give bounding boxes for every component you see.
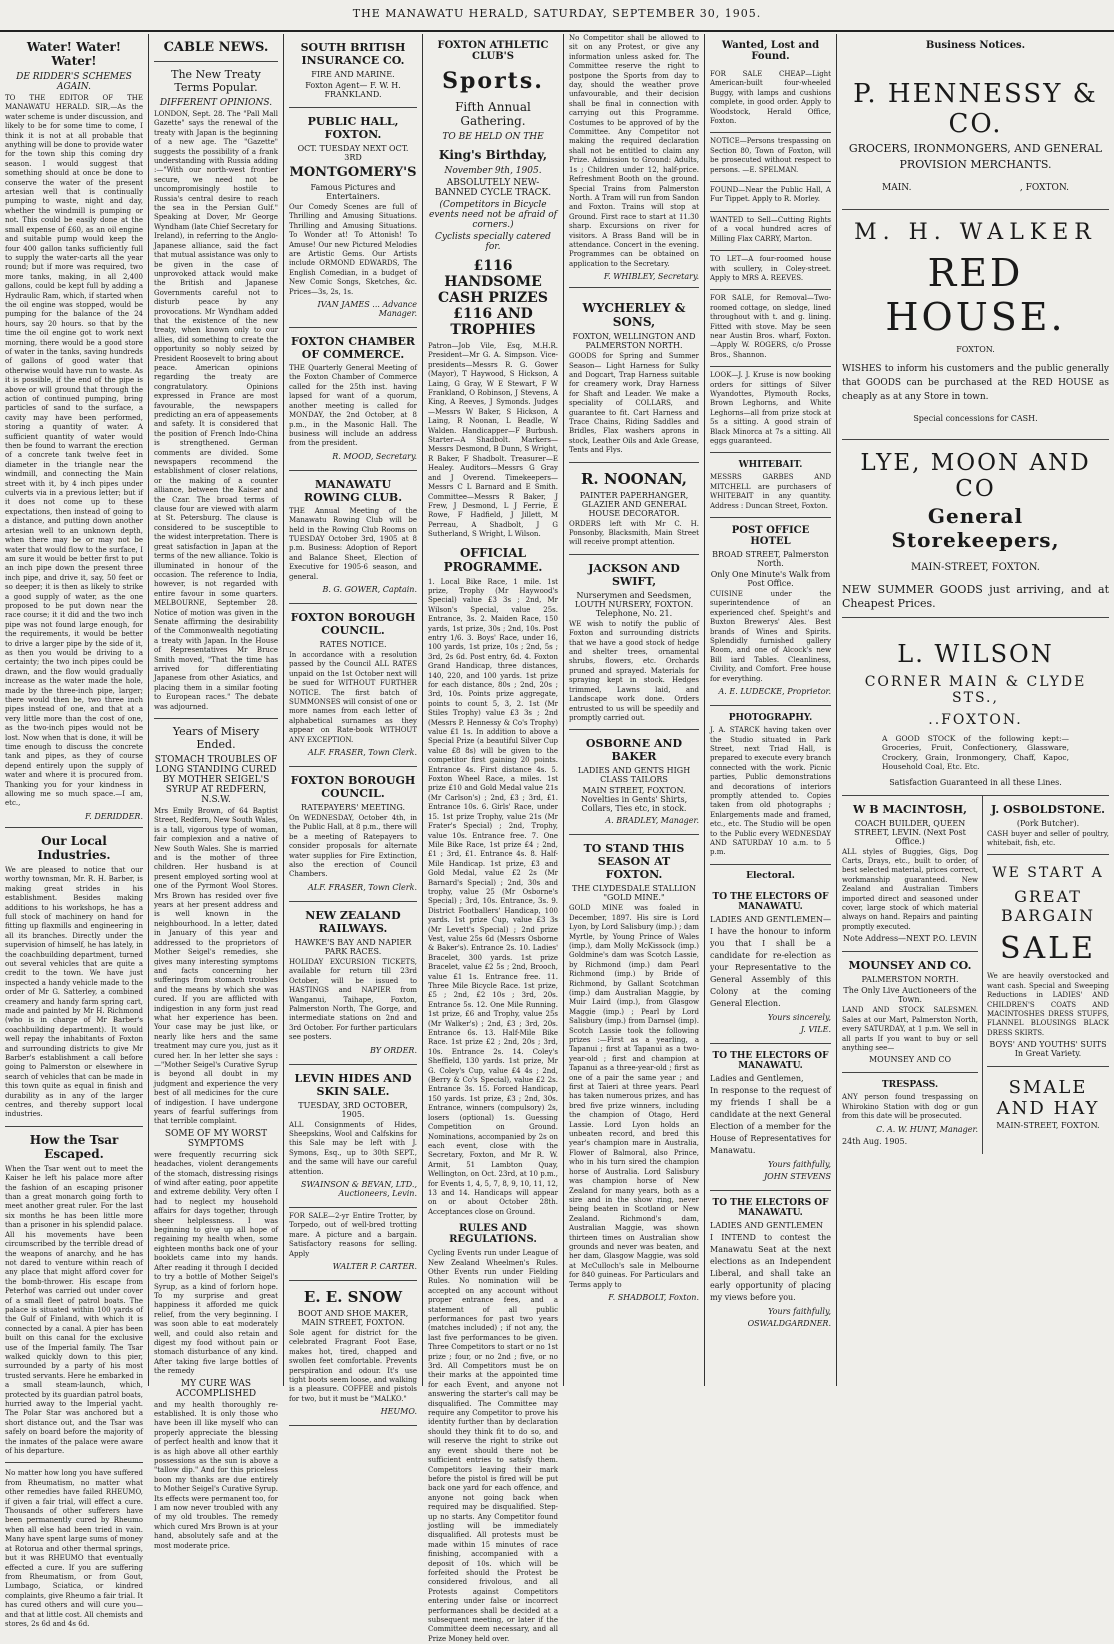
article-body: and my health thoroughly re-established. It is only those who have been ill like myself who can properly appreciate the blessing of perfect health and know that it is as high above all other earthly possessions as the sun is above a "tallow dip." And for this priceless boon my thanks are due entirely to Mother Seigel's Curative Syrup. Its effects were permanent too, for I am now never troubled with any of my old troubles. The remedy which cured Mrs Brown is at your hand, absolutely safe and at the most moderate price. bbox=[154, 1400, 278, 1550]
advertisement: FOXTON BOROUGH COUNCIL. RATES NOTICE. In accordance with a resolution passed by the Council ALL RATES unpaid on the 1st October next will be sued for WITHOUT FURTHER NOTICE. The first batch of SUMMONSES will consist of one or more names from each letter of alphabetical surnames as they appear on Rate-book WITHOUT ANY EXCEPTION. ALF. FRASER, Town Clerk. bbox=[289, 604, 417, 767]
section-title: Wanted, Lost and Found. bbox=[721, 40, 820, 62]
rules-continued: No Competitor shall be allowed to sit on any Protest, or give any information unless asked for. The Committee reserve the right to postpone the Sports from day to day, should the weather prove unfavourable, and their decision shall be final in connection with carrying out this Programme. Costumes to be approved of by the Committee. Any Competitor not making the required declaration shall not be entitled to claim any Prize. Admission to Ground: Adults, 1s ; Children under 12, half-price. Refreshment Booth on the ground. Special Trains from Palmerston North. A Tram will run from Sandon and Foxton. Trains will stop at Ground. First race to start at 11.30 sharp. Excursions on river for visitors. A Brass Band will be in attendance. Concert in the evening. Programmes can be obtained on application to the Secretary. bbox=[569, 34, 699, 268]
advertisement: SMALE AND HAY MAIN-STREET, FOXTON. bbox=[996, 1077, 1100, 1131]
advertisement: PUBLIC HALL, FOXTON. OCT. TUESDAY NEXT OCT. 3RD MONTGOMERY'S Famous Pictures and Entertainers. Our Comedy Scenes are full of Thrilling and Amusing Situations. Thrilling and Amusing Situations. To Wonder at! To Attonish! To Amuse! Our new Pictured Melodies are Artistic Gems. Our Artists include ORMOND EDWARDS, The English Comedian, in a budget of New Comic Songs, Sketches, &c. Prices—3s, 2s, 1s. IVAN JAMES ... Advance Manager. bbox=[289, 108, 417, 328]
article-signature: F. DERIDDER. bbox=[84, 811, 143, 821]
advertisement: TRESPASS. ANY person found trespassing on Whirokino Station with dog or gun from this date will be prosecuted. C. A. W. HUNT, Manager. 24th Aug. 1905. bbox=[842, 1080, 978, 1146]
classified-ad: FOUND—Near the Public Hall, A Fur Tippet. Apply to R. Morley. bbox=[710, 182, 831, 212]
advertisement: SOUTH BRITISH INSURANCE CO. FIRE AND MARINE. Foxton Agent— F. W. H. FRANKLAND. bbox=[289, 34, 417, 108]
column-5: No Competitor shall be allowed to sit on any Protest, or give any information unless asked for. The Committee reserve the right to postpone the Sports from day to day, should the weather prove unfavourable, and their decision shall be final in connection with carrying out this Programme. Costumes to be approved of by the Committee. Any Competitor not making the required declaration shall not be entitled to claim any Prize. Admission to Ground: Adults, 1s ; Children under 12, half-price. Refreshment Booth on the ground. Special Trains from Palmerston North. A Tram will run from Sandon and Foxton. Trains will stop at Ground. First race to start at 11.30 sharp. Excursions on river for visitors. A Brass Band will be in attendance. Concert in the evening. Programmes can be obtained on application to the Secretary. F. WHIBLEY, Secretary. WYCHERLEY & SONS, FOXTON, WELLINGTON AND PALMERSTON NORTH. GOODS for Spring and Summer Season— Light Harness for Sulky and Dogcart, Trap Harness suitable for creamery work, Dray Harness for Shaft and Leader. We make a speciality of COLLARS, and guarantee to fit. Cart Harness and Trace Chains, Riding Saddles and Bridles, Flax washers aprons in stock, Leather Oils and Axle Grease, Tents and Flys. R. NOONAN, PAINTER PAPERHANGER, GLAZIER AND GENERAL HOUSE DECORATOR. ORDERS left with Mr C. H. Ponsonby, Blacksmith, Main Street will receive prompt attention. JACKSON AND SWIFT, Nurserymen and Seedsmen, LOUTH NURSERY, FOXTON. Telephone, No. 21. WE wish to notify the public of Foxton and surrounding districts that we have a good stock of hedge and shelter trees, ornamental shrubs, flowers, etc. Orchards pruned and sprayed. Materials for spraying kept in stock. Hedges trimmed, Lawns laid, and Landscape work done. Orders entrusted to us will be speedily and promptly carried out. OSBORNE AND BAKER LADIES AND GENTS HIGH CLASS TAILORS MAIN STREET, FOXTON. Novelties in Gents' Shirts, Collars, Ties etc, in stock. A. BRADLEY, Manager. TO STAND THIS SEASON AT FOXTON. THE CLYDESDALE STALLION "GOLD MINE." GOLD MINE was foaled in December, 1897. His sire is Lord Lyon, by Lord Salisbury (imp.) ; dam Myrtle, by Young Prince of Wales (imp.), dam Molly McKissock (imp.) Goldmine's dam was Scotch Lassie, by Richmond (imp.) dam Pearl Richmond (imp.) by Bride of Richmond, by Gallant Scotchman (imp.) dam Australian Maggie, by Muir Laird (imp.), from Glasgow Maggie (imp.) ; Pearl by Lord Salisbury (imp.) from Darnsel (imp). Scotch Lassie took the following prizes :—First as a yearling, a Tapanui ; first at Tapanui as a two-year-old ; first and champion at Tapanui as a three-year-old ; first as one of a pair the same year ; and first at Taieri at three years. Pearl has taken numerous prizes, and has bred five prize winners, including the champion of Otago, Herd Lassie. Lord Lyon holds an unbeaten record, and bred this year's champion mare in Australia, Flower of Balmoral, also Prince, who in his turn sired the champion horse of Australia. Lord Salisbury was champion horse of New Zealand for many years, both as a sire and in the show ring, never being beaten in Scotland or New Zealand. Richmond's dam, Australian Maggie, was shown thirteen times on Australian show grounds and never was beaten, and her dam, Glasgow Maggie, was sold at McCulloch's sale in Melbourne for 840 guineas. For Particulars and Terms apply to F. SHADBOLT, Foxton. bbox=[564, 34, 704, 1386]
rules-list: Cycling Events run under League of New Zealand Wheelmen's Rules. Other Events run under Fielding Rules. No nomination will be accepted on any account without proper entrance fees, and a statement of all public performances for past two years (matches included) ; if not any, the last five performances to be given. Three Competitors to start or no 1st prize ; four, or no 2nd ; five, or no 3rd. All Competitors must be on their marks at the appointed time for each Event, and anyone not answering the starter's call may be disqualified. The Committee may require any Competitor to prove his identity further than by declaration should they think fit to do so, and will reserve the right to strike out any event should there not be sufficient entries to satisfy them. Competitors leaving their mark before the pistol is fired will be put back one yard for each offence, and anyone not going back when required may be disqualified. Step-up no starts. Any Competitor found jostling will be immediately disqualified. All protests must be made within 15 minutes of race finishing, accompanied with a deposit of 10s. which will be forfeited should the Protest be considered frivolous, and all Protests against Competitors entering under false or incorrect performances shall be decided at a subsequent meeting, or later if the Committee deem necessary, and all Prize Money held over. bbox=[428, 1249, 558, 1643]
advertisement: LEVIN HIDES AND SKIN SALE. TUESDAY, 3RD OCTOBER, 1905. ALL Consignments of Hides, Sheepskins, Wool and Calfskins for this Sale may be left with J. Symons, Esq., up to 30th SEPT., and the same will have our careful attention. SWAINSON & BEVAN, LTD., Auctioneers, Levin. bbox=[289, 1065, 417, 1208]
classified-ad: NOTICE—Persons trespassing on Section 80, Town of Foxton, will be prosecuted without respect to persons. —E. SPELMAN. bbox=[710, 133, 831, 182]
classified-ad: TO LET—A four-roomed house with scullery, in Coley-street. Apply to MRS A. REEVES. bbox=[710, 251, 831, 290]
section-title: CABLE NEWS. bbox=[163, 40, 269, 55]
sports-subtitle: Fifth Annual Gathering. bbox=[455, 100, 531, 128]
classified-ad: FOR SALE CHEAP—Light American-built four-wheeled Buggy, with lamps and cushions complete, in good order. Apply to Woodstock, Herald Office, Foxton. bbox=[710, 66, 831, 133]
advertisement: FOR SALE—2-yr Entire Trotter, by Torpedo, out of well-bred trotting mare. A picture and a bargain. Satisfactory reasons for selling. Apply WALTER P. CARTER. bbox=[289, 1208, 417, 1281]
classified-ad: LOOK—J. J. Kruse is now booking orders for sittings of Silver Wyandottes, Plymouth Rocks, Brown Leghorns, and White Leghorns—all from prize stock at 5s a sitting. A good strain of Black Minorca at 7s a sitting. All eggs guaranteed. bbox=[710, 367, 831, 453]
advertisement: FOXTON BOROUGH COUNCIL. RATEPAYERS' MEETING. On WEDNESDAY, October 4th, in the Public Hall, at 8 p.m., there will be a meeting of Ratepayers to consider proposals for alternate water supplies for Fire Extinction, also the erection of Council Chambers. ALF. FRASER, Town Clerk. bbox=[289, 767, 417, 902]
advertisement: JACKSON AND SWIFT, Nurserymen and Seedsmen, LOUTH NURSERY, FOXTON. Telephone, No. 21. WE wish to notify the public of Foxton and surrounding districts that we have a good stock of hedge and shelter trees, ornamental shrubs, flowers, etc. Orchards pruned and sprayed. Materials for spraying kept in stock. Hedges trimmed, Lawns laid, and Landscape work done. Orders entrusted to us will be speedily and promptly carried out. bbox=[569, 555, 699, 730]
election-notice: TO THE ELECTORS OF MANAWATU. LADIES AND GENTLEMEN I INTEND to contest the Manawatu Seat at the next elections as an Independent Liberal, and shall take an early opportunity of placing my views before you. Yours faithfully, OSWALDGARDNER. bbox=[710, 1197, 831, 1328]
advertisement: L. WILSON CORNER MAIN & CLYDE STS., ..FOXTON. A GOOD STOCK of the following kept:— Groceries, Fruit, Confectionery, Glassware, Crockery, Grain, Ironmongery, Chaff, Kapoc, Household Coal, Etc. Etc. Satisfaction Guaranteed in all these Lines. bbox=[842, 618, 1109, 796]
masthead: THE MANAWATU HERALD, SATURDAY, SEPTEMBER 30, 1905. bbox=[0, 0, 1114, 32]
election-notice: TO THE ELECTORS OF MANAWATU. LADIES AND GENTLEMEN— I have the honour to inform you that I shall be a candidate for re-election as your Representative to the General Assembly of this Colony at the coming General Election. Yours sincerely, J. VILE. bbox=[710, 885, 831, 1044]
advertisement: PHOTOGRAPHY. J. A. STARCK having taken over the Studio situated in Park Street, next Triad Hall, is prepared to execute every branch connected with the work. Picnic parties, Public demonstrations and decorations of interiors promptly attended to. Copies taken from old photographs ; Enlargements made and framed, etc., etc. The Studio will be open to the Public every WEDNESDAY AND SATURDAY 10 a.m. to 5 p.m. bbox=[710, 706, 831, 865]
advertisement: LYE, MOON AND CO General Storekeepers, MAIN-STREET, FOXTON. NEW SUMMER GOODS just arriving, and at Cheapest Prices. bbox=[842, 440, 1109, 618]
article-title: How the Tsar Escaped. bbox=[29, 1132, 119, 1161]
sports-club: FOXTON ATHLETIC CLUB'S bbox=[437, 40, 549, 62]
article-subhead: MY CURE WAS ACCOMPLISHED bbox=[175, 1378, 257, 1399]
advertisement: J. OSBOLDSTONE. (Pork Butcher). CASH buyer and seller of poultry, whitebait, fish, etc. bbox=[987, 796, 1109, 856]
officials-list: Patron—Job Vile, Esq, M.H.R. President—Mr G. A. Simpson. Vice-presidents—Messrs R. G. Gower (Mayor), T Haywood, S Hickson, A Laing, G Gray, W E Stewart, F W Frankland, O Robinson, J Stevens, A King, A Reeves, J Symonds. Judges—Messrs W Baker, S Hickson, A Laing, R Noonan, L Beadle, W Walden. Handicapper—F Burbush. Starter—A Shadbolt. Markers—Messrs Desmond, B Dunn, S Wright, R Baker, F Shadbolt. Treasurer—E Healey. Auditors—Messrs G Gray and J Overend. Timekeepers—Messrs C L Barnard and E Smith. Committee—Messrs R Baker, J Frew, J Desmond, L J Ferrie, E Rowe, F Hadfield, J Jillett, M Perreau, A Shadbolt, J G Sutherland, S Wright, L Wilson. bbox=[428, 342, 558, 539]
article-title: Our Local Industries. bbox=[37, 833, 111, 862]
advertisement: NEW ZEALAND RAILWAYS. HAWKE'S BAY AND NAPIER PARK RACES. HOLIDAY EXCURSION TICKETS, available for return till 23rd October, will be issued to HASTINGS and NAPIER from Wanganui, Taihape, Foxton, Palmerston North, The Gorge, and intermediate stations on 2nd and 3rd October. For further particulars see posters. BY ORDER. bbox=[289, 902, 417, 1065]
column-6 bbox=[705, 34, 836, 1386]
advertisement: MANAWATU ROWING CLUB. THE Annual Meeting of the Manawatu Rowing Club will be held in the Rowing Club Rooms on TUESDAY October 3rd, 1905 at 8 p.m. Business: Adoption of Report and Balance Sheet, Election of Executive for 1905-6 season, and general. B. G. GOWER, Captain. bbox=[289, 471, 417, 604]
column-1 bbox=[0, 34, 148, 1628]
advertisement: WE START A GREAT BARGAIN SALE We are heavily overstocked and want cash. Special and Sweeping Reductions in LADIES' AND CHILDREN'S COATS AND MACINTOSHES DRESS STUFFS, FLANNEL BLOUSINGS BLACK DRESS SKIRTS. BOYS' AND YOUTHS' SUITS In Great Variety. bbox=[987, 855, 1109, 1067]
column-7 bbox=[837, 34, 1114, 1386]
article-body: When the Tsar went out to meet the Kaiser he left his palace more after the fashion of an escaping prisoner than a great monarch going forth to meet another great ruler. For the last six months he has been little more than a prisoner in his splendid palace. All his movements have been circumscribed by the terrible dread of the weapons of anarchy, and he has not dared to venture within reach of any place that might afford cover for the bomb-thrower. His escape from Peterhof was carried out under cover of a small fleet of patrol boats. The palace is situated within 100 yards of the Gulf of Finland, with which it is connected by a canal. A pier has been built on this canal for the exclusive use of the Imperial family. The Tsar walked quickly down to this pier, surrounded by a party of his most trusted servants. Here he embarked in a small steam-launch, which, protected by its guardian patrol boats, hurried away to the Imperial yacht. The Polar Star was anchored but a short distance out, and the Tsar was safely on board before the majority of the inmates of the palace were aware of his departure. bbox=[5, 1164, 143, 1456]
article-body: TO THE EDITOR OF THE MANAWATU HERALD. SIR,—As the water scheme is under discussion, and likely to be for some time to come, I think it is not at all probable that anything will be done to provide water for the town ship this coming dry season. I would suggest that something should at once be done to conserve the water of the present artesian well that is continually pumping to waste, night and day, whether the windmill is pumping or not. This could be easily done at the small expense of £60, as an oil engine and suitable pump would keep the four 400 gallon tanks sufficiently full to supply the water-carts all the year round; but if more was required, two more tanks, making, in all 2,400 gallons, could be kept full by adding a Hydraulic Ram, which, if started when the oil engine was stopped, would be pumping for the balance of the 24 hours, say 20 hours. so that by the time the oil engine got to work next morning, there would be a good store of water in the tanks, saving hundreds of gallons of good water that otherwise would have run to waste. As it is possible, if the end of the pipe is above or will ground that through the action of continued pumping, bring particles of sand to the surface, a cavity may have been performed, storing a quantity of water. A sufficient quantity of water would then be found to warrant the erection of a concrete tank twelve feet in diameter in the triangle near the windmill, and connecting the Main street with it, by 4 inch pipes under culverts via in a previous letter; but if it does not come up to these expectations, then instead of going to a distance, and putting down another artesian well to an unknown depth, when there may be or may not be water that would flow to the surface, I am sure it would be better first to put an inch pipe down the present three inch pipe, and drive it, say, 50 feet or so deeper; it is then as likely to strike a good supply of water, as the one proposed to be put down near the race course; it it did and the two inch pipe was not found large enough, for the requirements, it would be better to drive a larger pipe by the side of it, as then you would be driving to a certainty; the two inch pipes could be drawn, and the flow would gradually increase as the water made the hole, made by the three-inch pipe, larger; there would then be, two three inch pipes instead of one, and that at a very little more than the cost of one, as the two-inch pipes would not be lost. Now when that is done, it will be time enough to discuss the concrete tank and pipes, as they of course depend entirely upon the supply of water and where it is procured from. Thanking you for your kindness in allowing me so much space.—I am, etc., bbox=[5, 94, 143, 808]
classified-ad: WANTED to Sell—Cutting Rights of a vocal hundred acres of Milling Flax CARRY, Marton. bbox=[710, 212, 831, 251]
article-subtitle: STOMACH TROUBLES OF LONG STANDING CURED BY MOTHER SEIGEL'S SYRUP AT REDFERN, N.S.W. bbox=[154, 755, 278, 805]
advertisement: E. E. SNOW BOOT AND SHOE MAKER, MAIN STREET, FOXTON. Sole agent for district for the celebrated Fragrant Foot Ease, makes hot, tired, chapped and swollen feet comfortable. Prevents perspiration and odour. It's use tight boots seem loose, and walking is a pleasure. COFFEE and pistols for two, but it must be "MALKO." HEUMO. bbox=[289, 1281, 417, 1426]
article-body: Mrs Emily Brown, of 64 Baptist Street, Redfern, New South Wales, is a tall, vigorous type of woman, fair complexion and a native of New South Wales. She is married and is the mother of three children. Her husband is at present employed sorting wool at one of the Pyrmont Wool Stores. Mrs Brown has resided over five years at her present address and is well known in the neighbourhood. In a letter, dated in January of this year and addressed to the proprietors of Mother Seigel's remedies, she gives many interesting symptoms and facts concerning her sufferings from stomach troubles and the means by which she was cured. If you are afflicted with indigestion in any form just read what her experience has been. Your case may be just like, or nearly like hers and the same treatment may cure you, just as it cured her. In her letter she says :—"Mother Seigel's Curative Syrup is beyond all doubt in my judgment and experience the very best of all medicines for the cure of indigestion. I have undergone years of fearful sufferings from that terrible complaint. bbox=[154, 807, 278, 1126]
advertisement: M. H. WALKER RED HOUSE. FOXTON. WISHES to inform his customers and the public generally that GOODS can be purchased at the RED HOUSE as cheaply as at any Store in town. Special concessions for CASH. bbox=[842, 210, 1109, 440]
advertisement: WHITEBAIT. MESSRS GARBES AND MITCHELL are purchasers of WHITEBAIT in any quantity. Address : Duncan Street, Foxton. bbox=[710, 453, 831, 518]
column-2 bbox=[149, 34, 283, 1550]
advertisement: WYCHERLEY & SONS, FOXTON, WELLINGTON AND PALMERSTON NORTH. GOODS for Spring and Summer Season— Light Harness for Sulky and Dogcart, Trap Harness suitable for creamery work, Dray Harness for Shaft and Leader. We make a speciality of COLLARS, and guarantee to fit. Cart Harness and Trace Chains, Riding Saddles and Bridles, Flax washers aprons in stock, Leather Oils and Axle Grease, Tents and Flys. bbox=[569, 294, 699, 462]
article-body: We are pleased to notice that our worthy townsman, Mr. R. H. Barber, is making great strides in his establishment. Besides making additions to his workshops, he has a full stock of machinery on hand for fitting up flaxmills and engineering in all its branches. Directly under the supervision of himself, he has lately, in the coachbuilding department, turned out several vehicles that are quite a credit to the town. We have just inspected a handy vehicle made to the order of Mr G. Satterley, a combined creamery and handy farm spring cart, made and painted by Mr H. Richmond (who is in charge of Mr Barber's coachbuilding department). It would well repay the inhabitants of Foxton and surrounding districts to give Mr Barber's establishment a call before going to Palmerston or elsewhere in search of vehicles that can be made in this town quite as equal in finish and durability as in any of the larger centres, and thereby support local industries. bbox=[5, 865, 143, 1119]
column-4: FOXTON ATHLETIC CLUB'S Sports. Fifth Annual Gathering. TO BE HELD ON THE King's Birthday, November 9th, 1905. ABSOLUTELY NEW-BANNED CYCLE TRACK. (Competitors in Bicycle events need not be afraid of corners.) Cyclists specially catered for. £116 HANDSOME CASH PRIZES £116 AND TROPHIES Patron—Job Vile, Esq, M.H.R. President—Mr G. A. Simpson. Vice-presidents—Messrs R. G. Gower (Mayor), T Haywood, S Hickson, A Laing, G Gray, W E Stewart, F W Frankland, O Robinson, J Stevens, A King, A Reeves, J Symonds. Judges—Messrs W Baker, S Hickson, A Laing, R Noonan, L Beadle, W Walden. Handicapper—F Burbush. Starter—A Shadbolt. Markers—Messrs Desmond, B Dunn, S Wright, R Baker, F Shadbolt. Treasurer—E Healey. Auditors—Messrs G Gray and J Overend. Timekeepers—Messrs C L Barnard and E Smith. Committee—Messrs R Baker, J Frew, J Desmond, L J Ferrie, E Rowe, F Hadfield, J Jillett, M Perreau, A Shadbolt, J G Sutherland, S Wright, L Wilson. OFFICIAL PROGRAMME. 1. Local Bike Race, 1 mile. 1st prize, Trophy (Mr Haywood's Special) value £3 3s ; 2nd, Mr Wilson's Special, value 25s. Entrance, 3s. 2. Maiden Race, 150 yards, 1st prize, 30s ; 2nd, 10s. Post entry 1/6. 3. Boys' Race, under 16, 100 yards, 1st prize, 10s ; 2nd, 5s ; 3rd, 2s 6d. Post entry, 6d. 4. Foxton Grand Handicap, three distances, 140, 220, and 100 yards. 1st prize for each distance, 80s ; 2nd, 20s ; 3rd, 10s. Points prize aggregate, points to count 5, 3, 2. 1st (Mr Stiles Trophy) value £3 3s ; 2nd (Messrs P. Hennessy & Co's Trophy) value £1 1s. In addition to above a Special Prize (a beautiful Silver Cup value £8 8s) will be given to the competitor first gaining 20 points. Entrance 4s. First distance 4s. 5. Foxton Wheel Race, a miles. 1st prize £10 and Gold Medal value 21s (Mr Carlson's) ; 2nd, £3 ; 3rd, £1. Entrance 10s. 6. Girls' Race, under 15. 1st prize Trophy, value 21s (Mr Frater's Special) ; 2nd, Trophy, value 10s. Entrance free. 7. One Mile Bike Race, 1st prize £4 ; 2nd, £1 ; 3rd, £1. Entrance 4s. 8. Half-Mile Handicap. 1st prize, £3 and Gold Medal, value £2 2s (Mr Barnard's Special) ; 2nd, 30s and trophy, value 25 (Mr Osborne's Special) ; 3rd, 10s. Entrance, 3s. 9. District Footballers' Handicap, 100 yards. 1st prize Cup, value £3 3s (Mr Levett's Special) ; 2nd prize Vest, value 25s 6d (Messrs Osborne & Baker's). Entrance 2s. 10. Ladies' Bracelet, 300 yards. 1st prize Bracelet, value £2 5s ; 2nd, Brooch, value £1 1s. Entrance free. 11. Three Mile Bicycle Race. 1st prize, £5 ; 2nd, £2 10s ; 3rd, 20s. Entrance 5s. 12. One Mile Running. 1st prize, £6 and Trophy, value 25s (Mr Walker's) ; 2nd, £3 ; 3rd, 20s. Entrance 6s. 13. Half-Mile Bike Race. 1st prize £2 ; 2nd, 20s ; 3rd, 10s. Entrance 2s. 14. Coley's Sheffield, 130 yards. 1st prize, Mr G. Coley's Cup, value £4 4s ; 2nd, (Berry & Co's Special), value £2 2s. Entrance 3s. 15. Forced Handicap, 150 yards. 1st prize, £3 ; 2nd, 30s. Entrance, winners (compulsory) 2s, losers (optional) 1s. Guessing Competition on Ground. Nominations, accompanied by 2s on each event, close with the Secretary, Foxton, and Mr R. W. Armit, 51 Lambton Quay, Wellington, on Oct. 23rd, at 10 p.m., for Events 1, 4, 5, 7, 8, 9, 10, 11, 12, 13 and 14. Handicaps will appear on or about October 28th. Acceptances close on Ground. RULES AND REGULATIONS. Cycling Events run under League of New Zealand Wheelmen's Rules. Other Events run under Fielding Rules. No nomination will be accepted on any account without proper entrance fees, and a statement of all public performances for past two years (matches included) ; if not any, the last five performances to be given. Three Competitors to start or no 1st prize ; four, or no 2nd ; five, or no 3rd. All Competitors must be on their marks at the appointed time for each Event, and anyone not answering the starter's call may be disqualified. The Committee may require any Competitor to prove his identity further than by declaration should they think fit to do so, and will reserve the right to strike out any event should there not be sufficient entries to satisfy them. Competitors leaving their mark before the pistol is fired will be put back one yard for each offence, and anyone not going back when required may be disqualified. Step-up no starts. Any Competitor found jostling will be immediately disqualified. All protests must be made within 15 minutes of race finishing, accompanied with a deposit of 10s. which will be forfeited should the Protest be considered frivolous, and all Protests against Competitors entering under false or incorrect performances shall be decided at a subsequent meeting, or later if the Committee deem necessary, and all Prize Money held over. bbox=[428, 40, 558, 1643]
section-title: Business Notices. bbox=[925, 40, 1026, 51]
advertisement: R. NOONAN, PAINTER PAPERHANGER, GLAZIER AND GENERAL HOUSE DECORATOR. ORDERS left with Mr C. H. Ponsonby, Blacksmith, Main Street will receive prompt attention. bbox=[569, 463, 699, 555]
advertisement: W B MACINTOSH, COACH BUILDER, QUEEN STREET, LEVIN. (Next Post Office.) ALL styles of Buggies, Gigs, Dog Carts, Drays, etc., built to order, of best selected material, prices correct, workmanship guaranteed. New Zealand and Australian Timbers imported direct and seasoned under cover, large stock of which material always on hand. Repairs and painting promptly executed. Note Address—NEXT P.O. LEVIN bbox=[842, 796, 978, 953]
section-title: Electoral. bbox=[746, 870, 795, 881]
advertisement: POST OFFICE HOTEL BROAD STREET, Palmerston North. Only One Minute's Walk from Post Office. CUISINE under the superintendence of an experienced chef. Speight's and Buxton Brewerys' Ales. Best brands of Wines and Spirits. Splendidly furnished gallery Room, and one of Alcock's new Bill iard Tables. Cleanliness, Civility, and Comfort. Free house for everything. A. E. LUDECKE, Proprietor. bbox=[710, 518, 831, 706]
advertisement: OSBORNE AND BAKER LADIES AND GENTS HIGH CLASS TAILORS MAIN STREET, FOXTON. Novelties in Gents' Shirts, Collars, Ties etc, in stock. A. BRADLEY, Manager. bbox=[569, 730, 699, 835]
article-body: were frequently recurring sick headaches, violent derangements of the stomach, distressing risings of wind after eating, poor appetite and extreme debility. Very often I had to neglect my household affairs for days together, through sheer helplessness. I was beginning to give up all hope of regaining my health when, some eighteen months back one of your booklets came into my hands. After reading it through I decided to try a bottle of Mother Seigel's Syrup, as a kind of forlorn hope. To my surprise and great happiness it afforded me quick relief, from the very beginning. I was soon able to eat moderately well, and could also retain and digest my food without pain or stomach disturbance of any kind. After taking five large bottles of the remedy bbox=[154, 1150, 278, 1376]
advertisement-body: No matter how long you have suffered from Rheumatism, no matter what other remedies have failed RHEUMO, if given a fair trial, will effect a cure. Thousands of other sufferers have been permanently cured by Rheumo when all else had been tried in vain. Many have spent large sums of money at Rotorua and other thermal springs, but it was RHEUMO that eventually effected a cure. If you are suffering from Rheumatism, or from Gout, Lumbago, Sciatica, or kindred complaints, give Rheumo a fair trial. It has cured others and will cure you—and that at little cost. All chemists and stores, 2s 6d and 4s 6d. bbox=[5, 1469, 143, 1628]
article-title: The New Treaty Terms Popular. bbox=[171, 68, 261, 94]
article-subhead: SOME OF MY WORST SYMPTOMS bbox=[164, 1128, 268, 1149]
election-notice: TO THE ELECTORS OF MANAWATU. Ladies and Gentlemen, In response to the request of my friends I shall be a candidate at the next General Election of a member for the House of Representatives for Manawatu. Yours faithfully, JOHN STEVENS bbox=[710, 1044, 831, 1191]
article-body: LONDON, Sept. 28. The "Pall Mall Gazette" says the renewal of the treaty with Japan is the beginning of a new age. The "Gazette" suggests the possibility of a frank understanding with Russia adding :—"With our north-west frontier secure, we need not be uncompromisingly hostile to Russia's central desire to reach the sea in the Persian Gulf." Speaking at Dover, Mr George Wyndham (late Chief Secretary for Ireland), in referring to the Anglo-Japanese alliance, said the fact that mutual assistance was only to be given in the case of unprovoked attack would make the British and Japanese Governments careful not to disturb peace by any provocations. Mr Wyndham added that the existence of the new treaty, when known only to our allies, did something to create the opportunity so nobly seized by President Roosevelt to bring about peace. American opinions regarding the treaty are congratulatory. Opinions expressed in France are most favourable, the newspapers predicting an era of appeasements and safety. It is considered that the position of French Indo-China is strengthened. German comments are divided. Some newspapers recommend the establishment of closer relations, or the making of a counter alliance, between the Kaiser and the Czar. The broad terms of clause four are viewed with alarm at St. Petersburg. The clause is considered to be susceptible to the widest interpretation. There is great satisfaction in Japan at the terms of the new alliance. Tokio is illuminated in honour of the occasion. The reference to India, however, is not regarded with entire favour in some quarters. MELBOURNE, September 28. Notice of motion was given in the Senate affirming the desirability of the Commonwealth negotiating a treaty with Japan. In the House of Representatives Mr Bruce Smith moved, "That the time has arrived for differentiating Japanese from other Asiatics, and placing them in a similar footing to European races." The debate was adjourned. bbox=[154, 110, 278, 711]
programme-list: 1. Local Bike Race, 1 mile. 1st prize, Trophy (Mr Haywood's Special) value £3 3s ; 2nd, Mr Wilson's Special, value 25s. Entrance, 3s. 2. Maiden Race, 150 yards, 1st prize, 30s ; 2nd, 10s. Post entry 1/6. 3. Boys' Race, under 16, 100 yards, 1st prize, 10s ; 2nd, 5s ; 3rd, 2s 6d. Post entry, 6d. 4. Foxton Grand Handicap, three distances, 140, 220, and 100 yards. 1st prize for each distance, 80s ; 2nd, 20s ; 3rd, 10s. Points prize aggregate, points to count 5, 3, 2. 1st (Mr Stiles Trophy) value £3 3s ; 2nd (Messrs P. Hennessy & Co's Trophy) value £1 1s. In addition to above a Special Prize (a beautiful Silver Cup value £8 8s) will be given to the competitor first gaining 20 points. Entrance 4s. First distance 4s. 5. Foxton Wheel Race, a miles. 1st prize £10 and Gold Medal value 21s (Mr Carlson's) ; 2nd, £3 ; 3rd, £1. Entrance 10s. 6. Girls' Race, under 15. 1st prize Trophy, value 21s (Mr Frater's Special) ; 2nd, Trophy, value 10s. Entrance free. 7. One Mile Bike Race, 1st prize £4 ; 2nd, £1 ; 3rd, £1. Entrance 4s. 8. Half-Mile Handicap. 1st prize, £3 and Gold Medal, value £2 2s (Mr Barnard's Special) ; 2nd, 30s and trophy, value 25 (Mr Osborne's Special) ; 3rd, 10s. Entrance, 3s. 9. District Footballers' Handicap, 100 yards. 1st prize Cup, value £3 3s (Mr Levett's Special) ; 2nd prize Vest, value 25s 6d (Messrs Osborne & Baker's). Entrance 2s. 10. Ladies' Bracelet, 300 yards. 1st prize Bracelet, value £2 5s ; 2nd, Brooch, value £1 1s. Entrance free. 11. Three Mile Bicycle Race. 1st prize, £5 ; 2nd, £2 10s ; 3rd, 20s. Entrance 5s. 12. One Mile Running. 1st prize, £6 and Trophy, value 25s (Mr Walker's) ; 2nd, £3 ; 3rd, 20s. Entrance 6s. 13. Half-Mile Bike Race. 1st prize £2 ; 2nd, 20s ; 3rd, 10s. Entrance 2s. 14. Coley's Sheffield, 130 yards. 1st prize, Mr G. Coley's Cup, value £4 4s ; 2nd, (Berry & Co's Special), value £2 2s. Entrance 3s. 15. Forced Handicap, 150 yards. 1st prize, £3 ; 2nd, 30s. Entrance, winners (compulsory) 2s, losers (optional) 1s. Guessing Competition on Ground. Nominations, accompanied by 2s on each event, close with the Secretary, Foxton, and Mr R. W. Armit, 51 Lambton Quay, Wellington, on Oct. 23rd, at 10 p.m., for Events 1, 4, 5, 7, 8, 9, 10, 11, 12, 13 and 14. Handicaps will appear on or about October 28th. Acceptances close on Ground. bbox=[428, 577, 558, 1216]
article-subtitle: DIFFERENT OPINIONS. bbox=[159, 98, 273, 108]
sports-title: Sports. bbox=[442, 68, 544, 94]
advertisement: TO STAND THIS SEASON AT FOXTON. THE CLYDESDALE STALLION "GOLD MINE." GOLD MINE was foaled in December, 1897. His sire is Lord Lyon, by Lord Salisbury (imp.) ; dam Myrtle, by Young Prince of Wales (imp.), dam Molly McKissock (imp.) Goldmine's dam was Scotch Lassie, by Richmond (imp.) dam Pearl Richmond (imp.) by Bride of Richmond, by Gallant Scotchman (imp.) dam Australian Maggie, by Muir Laird (imp.), from Glasgow Maggie (imp.) ; Pearl by Lord Salisbury (imp.) from Darnsel (imp). Scotch Lassie took the following prizes :—First as a yearling, a Tapanui ; first at Tapanui as a two-year-old ; first and champion at Tapanui as a three-year-old ; first as one of a pair the same year ; and first at Taieri at three years. Pearl has taken numerous prizes, and has bred five prize winners, including the champion of Otago, Herd Lassie. Lord Lyon holds an unbeaten record, and bred this year's champion mare in Australia, Flower of Balmoral, also Prince, who in his turn sired the champion horse of Australia. Lord Salisbury was champion horse of New Zealand for many years, both as a sire and in the show ring, never being beaten in Scotland or New Zealand. Richmond's dam, Australian Maggie, was shown thirteen times on Australian show grounds and never was beaten, and her dam, Glasgow Maggie, was sold at McCulloch's sale in Melbourne for 840 guineas. For Particulars and Terms apply to F. SHADBOLT, Foxton. bbox=[569, 842, 699, 1302]
advertisement: FOXTON CHAMBER OF COMMERCE. THE Quarterly General Meeting of the Foxton Chamber of Commerce called for the 25th inst. having lapsed for want of a quorum, another meeting is called for MONDAY, the 2nd October, at 8 p.m., in the Masonic Hall. The business will include an address from the president. R. MOOD, Secretary. bbox=[289, 328, 417, 471]
article-title: Years of Misery Ended. bbox=[172, 725, 260, 751]
article-title: Water! Water! Water! bbox=[26, 40, 122, 68]
prize-banner: £116 HANDSOME CASH PRIZES £116 AND TROPHIES bbox=[438, 258, 548, 338]
article-subtitle: DE RIDDER'S SCHEMES AGAIN. bbox=[16, 72, 132, 92]
column-3 bbox=[284, 34, 422, 1417]
advertisement: MOUNSEY AND CO. PALMERSTON NORTH. The Only Live Auctioneers of the Town. LAND AND STOCK SALESMEN. Sales at our Mart, Palmerston North, every SATURDAY, at 1 p.m. We sell in all parts If you want to buy or sell anything see— MOUNSEY AND CO bbox=[842, 952, 978, 1073]
classified-ad: FOR SALE, for Removal—Two-roomed cottage, on sledge, lined throughout with t. and g. lining. Fitted with stove. May be seen near Austin Bros. wharf, Foxton.—Apply W. ROGERS, c/o Prosse Bros., Shannon. bbox=[710, 290, 831, 367]
advertisement: P. HENNESSY & CO. GROCERS, IRONMONGERS, AND GENERAL PROVISION MERCHANTS. MAIN. , FOXTON. bbox=[842, 55, 1109, 210]
